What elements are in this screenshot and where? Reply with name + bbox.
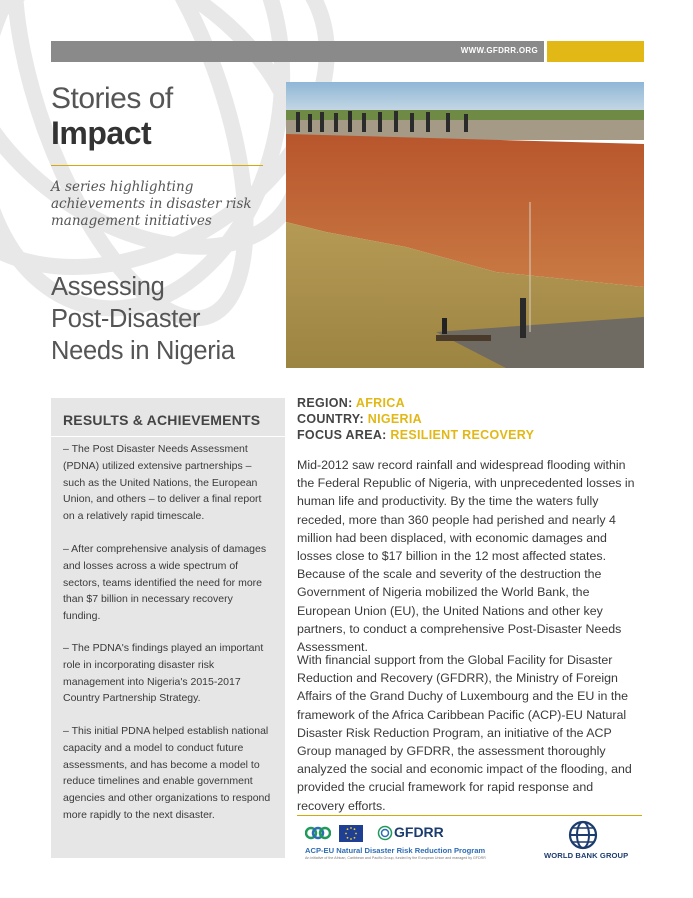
country-label: COUNTRY:: [297, 412, 364, 426]
page-title: [51, 271, 281, 367]
page-title-line: Post-Disaster: [51, 305, 201, 333]
series-title-line1: Stories of: [51, 82, 173, 115]
body-paragraph: Mid-2012 saw record rainfall and widespread flooding within the Federal Republic of Nigeria, with unprecedented losses in human life and productivity. By the time the waters fully receded, more than 360 people had perished and nearly 4 million had been displaced, with economic damages and losses close to $17 billion in the 12 most affected states. Because of the scale and severity of the destruction the Government of Nigeria mobilized the World Bank, the European Union (EU), the United Nations and other key partners, to conduct a comprehensive Post-Disaster Needs Assessment.: [297, 458, 635, 655]
title-divider: [51, 165, 263, 166]
footer-divider: [297, 815, 642, 816]
body-paragraph: With financial support from the Global Facility for Disaster Reduction and Recovery (GFDRR), the Ministry of Foreign Affairs of the Grand Duchy of Luxembourg and the EU in the framework of the Africa Caribbean Pacific (ACP)-EU Natural Disaster Risk Reduction Program, an initiative of the ACP Group managed by GFDRR, the assessment thoroughly analyzed the social and economic impact of the flooding, and provided the crucial framework for rapid response and recovery efforts.: [297, 653, 632, 813]
header-accent-bar: [547, 41, 644, 62]
series-tagline: A series highlighting achievements in disaster risk management initiatives: [51, 179, 252, 229]
world-bank-wordmark: WORLD BANK GROUP: [544, 851, 629, 860]
list-item: – After comprehensive analysis of damages and losses across a wide spectrum of sectors, teams identified the need for more than $7 billion in necessary recovery funding.: [63, 543, 267, 623]
country-line: [297, 412, 422, 426]
gfdrr-wordmark: GFDRR: [394, 824, 444, 840]
page-title-line: Needs in Nigeria: [51, 337, 235, 365]
eu-flag-icon: [339, 825, 363, 842]
acp-program-subtitle: An initiative of the African, Caribbean and Pacific Group, funded by the European Union and managed by GFDRR: [305, 856, 486, 860]
list-item: – The PDNA's findings played an important role in incorporating disaster risk management into Nigeria's 2015-2017 Country Partnership Strategy.: [63, 642, 264, 705]
focus-area-label: FOCUS AREA:: [297, 428, 387, 442]
region-value: AFRICA: [355, 396, 405, 410]
gfdrr-logo-icon: [377, 825, 393, 841]
acp-logo-icon: [305, 825, 331, 842]
focus-area-line: [297, 428, 534, 442]
sidebar-title: RESULTS & ACHIEVEMENTS: [63, 412, 261, 428]
header-bar: [51, 41, 544, 62]
series-title-line2: Impact: [51, 115, 152, 151]
website-url[interactable]: WWW.GFDRR.ORG: [460, 46, 538, 55]
focus-area-value: RESILIENT RECOVERY: [390, 428, 535, 442]
page-title-line: Assessing: [51, 273, 165, 301]
list-item: – The Post Disaster Needs Assessment (PDNA) utilized extensive partnerships – such as the United Nations, the European Union, and others – to deliver a final report on a relatively rapid timescale.: [63, 443, 262, 523]
world-bank-globe-icon: [568, 820, 598, 850]
list-item: – This initial PDNA helped establish national capacity and a model to conduct future assessments, and has become a model to reduce timelines and enable government agencies and other organizations to respond more rapidly to the next disaster.: [63, 725, 271, 821]
country-value: NIGERIA: [367, 412, 422, 426]
sidebar-divider: [51, 436, 285, 437]
acp-program-name: ACP-EU Natural Disaster Risk Reduction Program: [305, 846, 486, 855]
region-line: [297, 396, 405, 410]
region-label: REGION:: [297, 396, 353, 410]
results-sidebar: [51, 398, 285, 858]
flood-photo: [286, 82, 644, 368]
